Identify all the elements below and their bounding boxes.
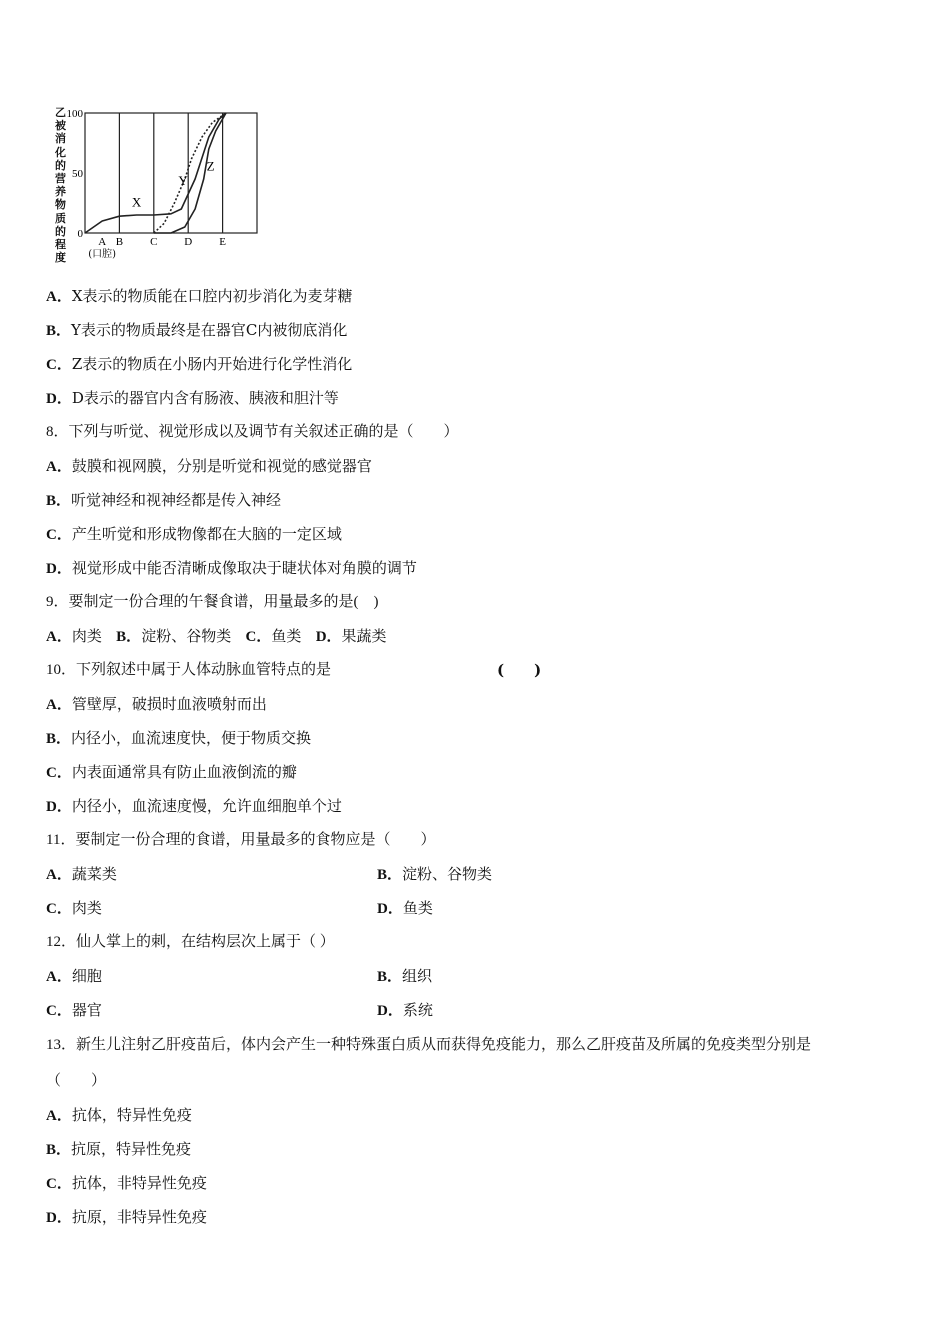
option-text: 抗体，非特异性免疫 xyxy=(71,1174,207,1192)
q9-option-a[interactable] xyxy=(46,627,102,645)
q8-stem: 8．下列与听觉、视觉形成以及调节有关叙述正确的是（ ） xyxy=(46,424,459,440)
digestion-chart xyxy=(50,100,265,265)
option-letter: D． xyxy=(46,561,72,577)
q13-option-c[interactable] xyxy=(46,1173,207,1194)
q7-option-a[interactable] xyxy=(46,286,353,307)
option-text: 抗原，特异性免疫 xyxy=(71,1140,192,1158)
option-letter: A． xyxy=(46,459,72,475)
option-letter: D． xyxy=(46,391,72,407)
option-text: 管壁厚，破损时血液喷射而出 xyxy=(71,695,267,713)
q9-options-row xyxy=(46,626,387,647)
option-text: Y表示的物质最终是在器官C内被彻底消化 xyxy=(71,321,348,339)
q13-option-b[interactable] xyxy=(46,1139,191,1160)
option-letter: C． xyxy=(46,527,72,543)
option-text: 抗原，非特异性免疫 xyxy=(71,1208,207,1226)
option-letter: B． xyxy=(46,323,72,339)
option-text: 内表面通常具有防止血液倒流的瓣 xyxy=(71,763,297,781)
option-text: 系统 xyxy=(402,1001,433,1019)
option-letter: D． xyxy=(46,1210,72,1226)
option-text: 视觉形成中能否清晰成像取决于睫状体对角膜的调节 xyxy=(71,559,417,577)
q10-option-d[interactable] xyxy=(46,796,342,817)
q10-answer-paren: ( ) xyxy=(497,661,542,679)
option-letter: C． xyxy=(46,1003,72,1019)
q9-option-c[interactable] xyxy=(246,627,302,645)
option-text: 组织 xyxy=(402,967,433,985)
q10-option-a[interactable] xyxy=(46,694,267,715)
option-letter: A． xyxy=(46,867,72,883)
option-letter: A． xyxy=(46,1108,72,1124)
option-text: Z表示的物质在小肠内开始进行化学性消化 xyxy=(71,355,353,373)
q8-option-b[interactable] xyxy=(46,490,281,511)
option-text: 淀粉、谷物类 xyxy=(402,865,493,883)
plot-frame xyxy=(85,113,257,233)
q10-option-c[interactable] xyxy=(46,762,297,783)
q12-option-c[interactable] xyxy=(46,1000,102,1021)
option-text: 鱼类 xyxy=(402,899,433,917)
y-tick-label: 100 xyxy=(66,108,83,120)
chart-y-axis-label: 乙被消化的营养物质的程度 xyxy=(55,106,66,265)
chart-x-labels xyxy=(88,236,226,260)
q10-stem: 10．下列叙述中属于人体动脉血管特点的是 xyxy=(46,662,332,678)
q12-option-b[interactable] xyxy=(377,966,432,987)
x-region-label: E xyxy=(219,236,226,248)
option-text: 蔬菜类 xyxy=(71,865,117,883)
option-text: 抗体，特异性免疫 xyxy=(71,1106,192,1124)
x-region-label: D xyxy=(184,236,193,248)
x-region-label: C xyxy=(150,236,158,248)
q13-option-d[interactable] xyxy=(46,1207,207,1228)
option-text: 器官 xyxy=(71,1001,102,1019)
option-letter: C． xyxy=(46,901,72,917)
option-letter: B． xyxy=(46,493,72,509)
option-text: X表示的物质能在口腔内初步消化为麦芽糖 xyxy=(71,287,353,305)
option-letter: C． xyxy=(46,1176,72,1192)
option-letter: A． xyxy=(46,629,72,645)
q9-option-b[interactable] xyxy=(116,627,231,645)
option-text: 淀粉、谷物类 xyxy=(141,627,232,645)
x-region-label: B xyxy=(115,236,124,248)
option-text: 细胞 xyxy=(71,967,102,985)
option-text: 肉类 xyxy=(71,899,102,917)
option-letter: D． xyxy=(315,629,342,645)
option-text: 听觉神经和视神经都是传入神经 xyxy=(71,491,282,509)
y-tick-label: 50 xyxy=(72,168,83,180)
chart-frame xyxy=(85,113,257,233)
chart-y-ticks xyxy=(67,108,84,240)
option-text: 鼓膜和视网膜，分别是听觉和视觉的感觉器官 xyxy=(71,457,372,475)
option-letter: B． xyxy=(46,1142,72,1158)
option-text: 产生听觉和形成物像都在大脑的一定区域 xyxy=(71,525,342,543)
option-text: 肉类 xyxy=(71,627,102,645)
option-text: 内径小，血流速度快，便于物质交换 xyxy=(71,729,312,747)
q13-stem: 13．新生儿注射乙肝疫苗后，体内会产生一种特殊蛋白质从而获得免疫能力，那么乙肝疫苗及所属的免疫类型分别是 xyxy=(46,1037,812,1053)
y-tick-label: 0 xyxy=(77,228,83,240)
series-x-label: X xyxy=(131,194,142,210)
chart-series-group xyxy=(85,113,226,233)
q7-option-c[interactable] xyxy=(46,354,352,375)
option-text: 鱼类 xyxy=(271,627,302,645)
option-letter: A． xyxy=(46,697,72,713)
q8-option-d[interactable] xyxy=(46,558,417,579)
q11-stem: 11．要制定一份合理的食谱，用量最多的食物应是（ ） xyxy=(46,832,436,848)
option-letter: C． xyxy=(46,357,72,373)
q9-stem: 9．要制定一份合理的午餐食谱，用量最多的是( ) xyxy=(46,594,379,610)
q13-answer-paren: （ ） xyxy=(46,1071,107,1089)
q11-option-b[interactable] xyxy=(377,864,492,885)
q7-option-d[interactable] xyxy=(46,388,339,409)
q7-option-b[interactable] xyxy=(46,320,347,341)
option-letter: B． xyxy=(377,969,403,985)
series-y-label: Y xyxy=(178,173,188,188)
option-letter: A． xyxy=(46,289,72,305)
q11-option-a[interactable] xyxy=(46,864,117,885)
q11-option-d[interactable] xyxy=(377,898,433,919)
option-letter: D． xyxy=(377,901,403,917)
option-text: D表示的器官内含有肠液、胰液和胆汁等 xyxy=(71,389,339,407)
q12-option-d[interactable] xyxy=(377,1000,433,1021)
option-text: 内径小，血流速度慢，允许血细胞单个过 xyxy=(71,797,342,815)
option-letter: D． xyxy=(377,1003,403,1019)
option-letter: C． xyxy=(245,629,272,645)
q12-option-a[interactable] xyxy=(46,966,102,987)
q11-option-c[interactable] xyxy=(46,898,102,919)
option-letter: D． xyxy=(46,799,72,815)
q8-option-c[interactable] xyxy=(46,524,342,545)
option-letter: A． xyxy=(46,969,72,985)
option-letter: B． xyxy=(377,867,403,883)
q13-option-a[interactable] xyxy=(46,1105,192,1126)
option-letter: B． xyxy=(116,629,142,645)
q8-option-a[interactable] xyxy=(46,456,372,477)
option-text: 果蔬类 xyxy=(341,627,387,645)
q9-option-d[interactable] xyxy=(316,627,387,645)
x-sublabel: (口腔) xyxy=(88,249,117,260)
series-z-label: Z xyxy=(206,158,215,174)
x-region-label: A xyxy=(98,236,107,248)
q10-option-b[interactable] xyxy=(46,728,311,749)
option-letter: C． xyxy=(46,765,72,781)
option-letter: B． xyxy=(46,731,72,747)
q12-stem: 12．仙人掌上的刺，在结构层次上属于（ ） xyxy=(46,934,335,950)
